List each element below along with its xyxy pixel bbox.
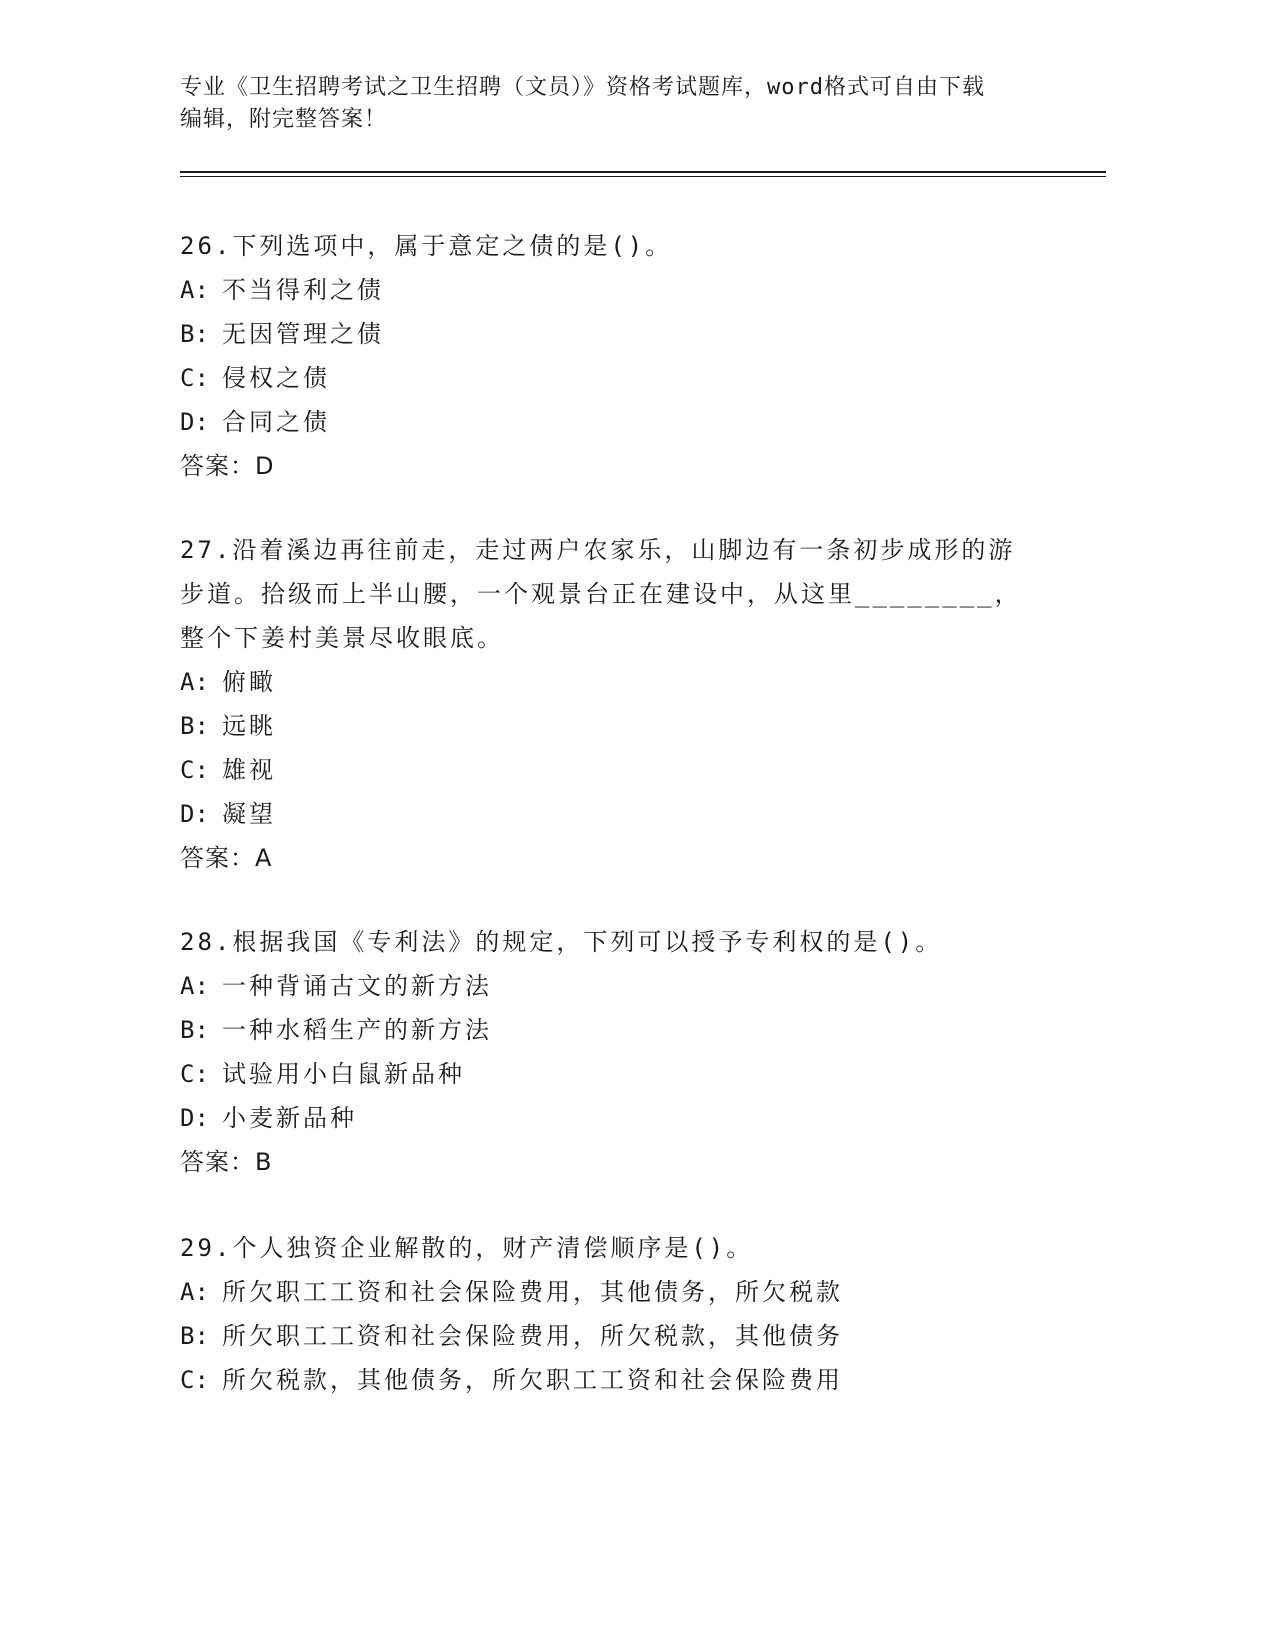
option-letter: B:	[180, 712, 209, 740]
option-c	[180, 748, 1060, 792]
question-27	[180, 528, 1060, 880]
option-text: 所欠税款，其他债务，所欠职工工资和社会保险费用	[222, 1366, 843, 1394]
option-letter: C:	[180, 756, 209, 784]
option-letter: A:	[180, 668, 209, 696]
question-text-line-1	[180, 528, 1060, 572]
option-text: 一种背诵古文的新方法	[222, 972, 492, 1000]
answer-line: 答案：B	[180, 1148, 273, 1176]
option-b	[180, 312, 1060, 356]
option-text: 一种水稻生产的新方法	[222, 1016, 492, 1044]
question-number: 29.	[180, 1234, 233, 1262]
answer-line: 答案：D	[180, 452, 275, 480]
option-letter: B:	[180, 1016, 209, 1044]
option-letter: B:	[180, 320, 209, 348]
option-d	[180, 400, 1060, 444]
question-stem: 下列选项中，属于意定之债的是()。	[232, 232, 673, 260]
option-text: 侵权之债	[222, 364, 330, 392]
option-letter: D:	[180, 408, 209, 436]
option-c	[180, 1052, 1060, 1096]
option-a	[180, 964, 1060, 1008]
option-c	[180, 356, 1060, 400]
option-a	[180, 268, 1060, 312]
question-number: 26.	[180, 232, 233, 260]
header-line-2: 编辑，附完整答案！	[180, 107, 388, 132]
option-letter: C:	[180, 1060, 209, 1088]
option-text: 所欠职工工资和社会保险费用，所欠税款，其他债务	[222, 1322, 843, 1350]
option-letter: A:	[180, 276, 209, 304]
header-line-1: 专业《卫生招聘考试之卫生招聘（文员）》资格考试题库，word格式可自由下载	[180, 75, 985, 100]
option-text: 不当得利之债	[222, 276, 384, 304]
option-text: 俯瞰	[222, 668, 276, 696]
question-text-line-3: 整个下姜村美景尽收眼底。	[180, 624, 504, 652]
option-d	[180, 1096, 1060, 1140]
option-text: 远眺	[222, 712, 276, 740]
option-letter: D:	[180, 800, 209, 828]
answer-line: 答案：A	[180, 844, 273, 872]
option-letter: C:	[180, 1366, 209, 1394]
option-text: 小麦新品种	[222, 1104, 357, 1132]
option-b	[180, 704, 1060, 748]
question-29	[180, 1226, 1060, 1402]
option-text: 雄视	[222, 756, 276, 784]
question-26	[180, 224, 1060, 488]
option-letter: B:	[180, 1322, 209, 1350]
question-text	[180, 1226, 1060, 1270]
question-text-line-2: 步道。拾级而上半山腰，一个观景台正在建设中，从这里________，	[180, 580, 1022, 608]
question-number: 27.	[180, 536, 233, 564]
question-text	[180, 224, 1060, 268]
option-letter: A:	[180, 1278, 209, 1306]
header-divider-thick	[180, 171, 1106, 173]
header-divider-thin	[180, 176, 1106, 177]
option-text: 试验用小白鼠新品种	[222, 1060, 465, 1088]
question-stem-line: 沿着溪边再往前走，走过两户农家乐，山脚边有一条初步成形的游	[232, 536, 1016, 564]
option-b	[180, 1008, 1060, 1052]
option-a	[180, 660, 1060, 704]
question-text	[180, 920, 1060, 964]
option-b	[180, 1314, 1060, 1358]
question-stem: 根据我国《专利法》的规定，下列可以授予专利权的是()。	[232, 928, 943, 956]
question-stem: 个人独资企业解散的，财产清偿顺序是()。	[232, 1234, 754, 1262]
option-text: 合同之债	[222, 408, 330, 436]
option-d	[180, 792, 1060, 836]
option-text: 凝望	[222, 800, 276, 828]
option-c	[180, 1358, 1060, 1402]
option-text: 无因管理之债	[222, 320, 384, 348]
option-text: 所欠职工工资和社会保险费用，其他债务，所欠税款	[222, 1278, 843, 1306]
question-text	[180, 528, 1060, 660]
option-a	[180, 1270, 1060, 1314]
option-letter: D:	[180, 1104, 209, 1132]
option-letter: A:	[180, 972, 209, 1000]
question-28	[180, 920, 1060, 1184]
option-letter: C:	[180, 364, 209, 392]
question-number: 28.	[180, 928, 233, 956]
document-header	[180, 72, 1060, 136]
